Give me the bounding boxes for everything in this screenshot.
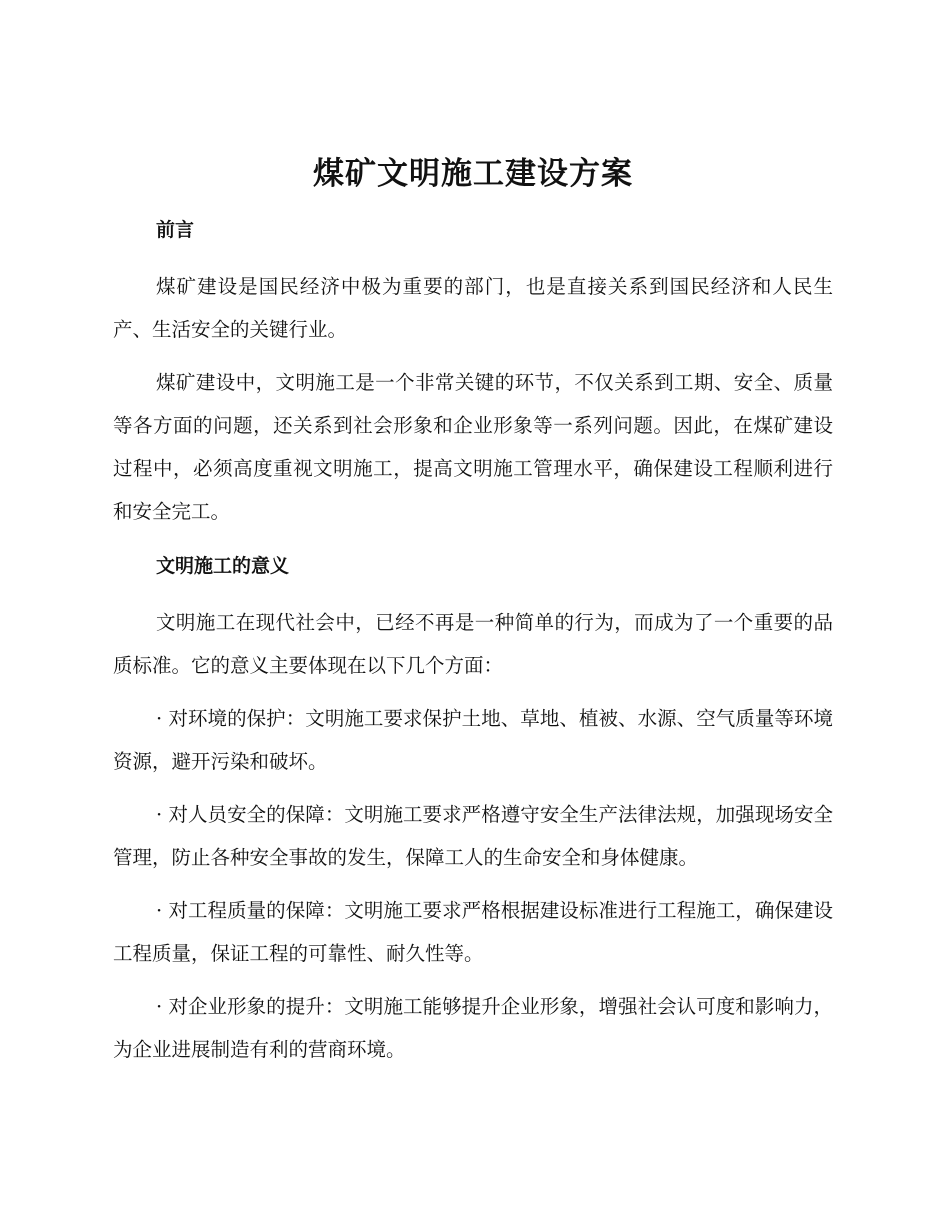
paragraph-preface-1: 煤矿建设是国民经济中极为重要的部门，也是直接关系到国民经济和人民生产、生活安全的关键行业。 xyxy=(113,275,833,341)
bullet-environment-protection: · 对环境的保护：文明施工要求保护土地、草地、植被、水源、空气质量等环境资源，避开污染和破坏。 xyxy=(113,707,833,773)
spacer xyxy=(113,975,833,985)
section-heading-significance: 文明施工的意义 xyxy=(156,555,290,577)
spacer xyxy=(113,203,833,213)
document-body xyxy=(113,145,833,1071)
bullet-corporate-image: · 对企业形象的提升：文明施工能够提升企业形象，增强社会认可度和影响力，为企业进展制造有利的营商环境。 xyxy=(113,995,833,1061)
spacer xyxy=(113,783,833,793)
document-title: 煤矿文明施工建设方案 xyxy=(313,156,633,192)
spacer xyxy=(113,687,833,697)
spacer xyxy=(113,351,833,361)
spacer xyxy=(113,533,833,549)
bullet-personnel-safety: · 对人员安全的保障：文明施工要求严格遵守安全生产法律法规，加强现场安全管理，防止各种安全事故的发生，保障工人的生命安全和身体健康。 xyxy=(113,803,833,869)
paragraph-significance-intro: 文明施工在现代社会中，已经不再是一种简单的行为，而成为了一个重要的品质标准。它的意义主要体现在以下几个方面： xyxy=(113,611,833,677)
bullet-engineering-quality: · 对工程质量的保障：文明施工要求严格根据建设标准进行工程施工，确保建设工程质量，保证工程的可靠性、耐久性等。 xyxy=(113,899,833,965)
paragraph-preface-2: 煤矿建设中，文明施工是一个非常关键的环节，不仅关系到工期、安全、质量等各方面的问题，还关系到社会形象和企业形象等一系列问题。因此，在煤矿建设过程中，必须高度重视文明施工，提高文明施工管理水平，确保建设工程顺利进行和安全完工。 xyxy=(113,371,833,523)
section-heading-preface: 前言 xyxy=(156,219,195,241)
spacer xyxy=(113,879,833,889)
